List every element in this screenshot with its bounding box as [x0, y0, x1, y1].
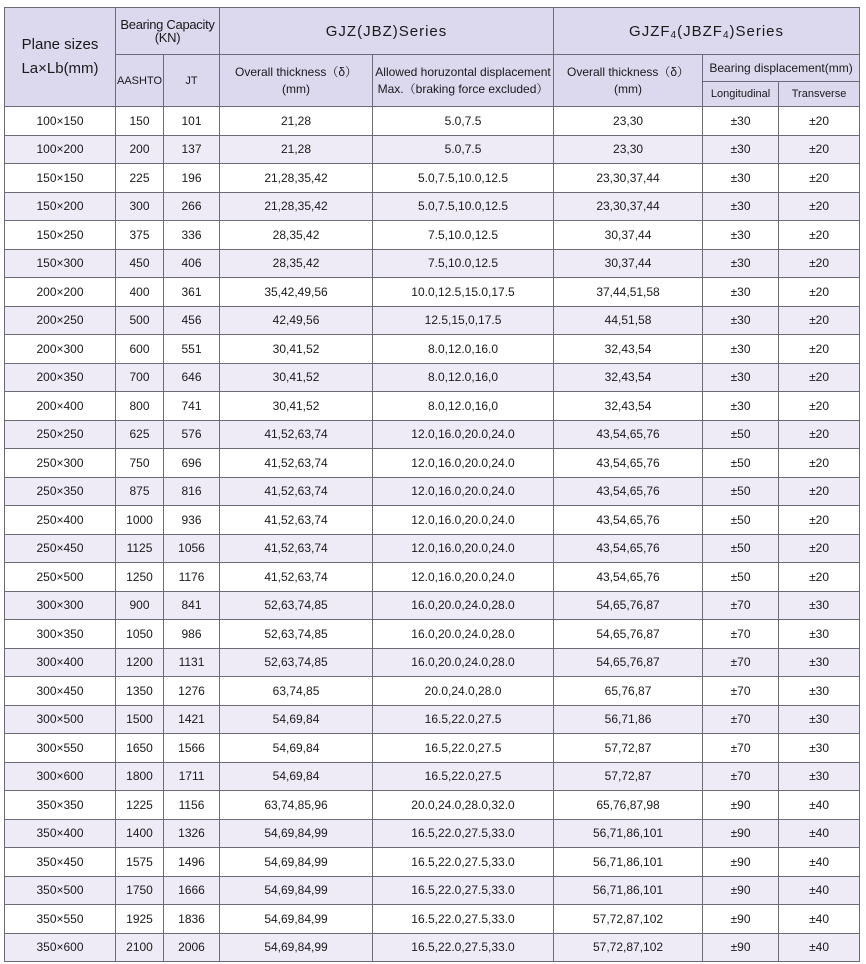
gjz-thickness-cell: 63,74,85 — [220, 677, 373, 706]
aashto-capacity-cell: 1800 — [116, 762, 164, 791]
aashto-capacity-cell: 700 — [116, 363, 164, 392]
gjz-thickness-cell: 54,69,84 — [220, 734, 373, 763]
gjz-thickness-cell: 41,52,63,74 — [220, 506, 373, 535]
jt-capacity-cell: 336 — [164, 221, 220, 250]
jt-capacity-cell: 1496 — [164, 848, 220, 877]
transverse-cell: ±40 — [779, 848, 860, 877]
transverse-cell: ±20 — [779, 135, 860, 164]
plane-size-cell: 300×500 — [5, 705, 116, 734]
gjzf-thickness-cell: 37,44,51,58 — [554, 278, 703, 307]
aashto-header: AASHTO — [116, 55, 164, 107]
gjz-thickness-unit: (mm) — [282, 81, 310, 96]
transverse-cell: ±40 — [779, 905, 860, 934]
longitudinal-cell: ±50 — [703, 420, 779, 449]
plane-size-cell: 200×200 — [5, 278, 116, 307]
gjz-thickness-cell: 41,52,63,74 — [220, 563, 373, 592]
gjz-thickness-cell: 54,69,84,99 — [220, 819, 373, 848]
jt-capacity-cell: 196 — [164, 164, 220, 193]
gjzf-thickness-cell: 32,43,54 — [554, 335, 703, 364]
plane-size-cell: 250×350 — [5, 477, 116, 506]
gjzf-thickness-cell: 56,71,86 — [554, 705, 703, 734]
transverse-cell: ±20 — [779, 249, 860, 278]
longitudinal-cell: ±30 — [703, 306, 779, 335]
gjzf-thickness-cell: 57,72,87,102 — [554, 933, 703, 962]
jt-capacity-cell: 576 — [164, 420, 220, 449]
plane-size-cell: 200×350 — [5, 363, 116, 392]
gjz-thickness-cell: 52,63,74,85 — [220, 591, 373, 620]
aashto-capacity-cell: 1050 — [116, 620, 164, 649]
allowed-displacement-cell: 16.5,22.0,27.5,33.0 — [373, 933, 554, 962]
aashto-capacity-cell: 900 — [116, 591, 164, 620]
transverse-cell: ±20 — [779, 278, 860, 307]
aashto-capacity-cell: 625 — [116, 420, 164, 449]
gjzf-thickness-cell: 23,30 — [554, 107, 703, 136]
plane-sizes-header — [5, 8, 116, 107]
allowed-displacement-cell: 8.0,12.0,16,0 — [373, 392, 554, 421]
longitudinal-cell: ±30 — [703, 221, 779, 250]
table-row — [5, 762, 860, 791]
plane-sizes-unit: La×Lb(mm) — [21, 60, 99, 77]
table-row — [5, 933, 860, 962]
table-row — [5, 648, 860, 677]
aashto-capacity-cell: 450 — [116, 249, 164, 278]
gjzf-thickness-cell: 65,76,87,98 — [554, 791, 703, 820]
longitudinal-cell: ±70 — [703, 591, 779, 620]
plane-size-cell: 200×300 — [5, 335, 116, 364]
transverse-cell: ±20 — [779, 192, 860, 221]
aashto-capacity-cell: 225 — [116, 164, 164, 193]
table-row — [5, 677, 860, 706]
table-row — [5, 477, 860, 506]
longitudinal-cell: ±70 — [703, 762, 779, 791]
jt-capacity-cell: 551 — [164, 335, 220, 364]
allowed-displacement-cell: 20.0,24.0,28.0 — [373, 677, 554, 706]
jt-capacity-cell: 696 — [164, 449, 220, 478]
transverse-cell: ±40 — [779, 876, 860, 905]
jt-capacity-cell: 1156 — [164, 791, 220, 820]
longitudinal-header: Longitudinal — [703, 82, 779, 107]
allowed-displacement-cell: 12.0,16.0,20.0,24.0 — [373, 449, 554, 478]
gjz-thickness-cell: 21,28 — [220, 107, 373, 136]
table-row — [5, 591, 860, 620]
gjzf-thickness-cell: 43,54,65,76 — [554, 534, 703, 563]
jt-capacity-cell: 456 — [164, 306, 220, 335]
gjz-thickness-cell: 30,41,52 — [220, 335, 373, 364]
allowed-displacement-cell: 10.0,12.5,15.0,17.5 — [373, 278, 554, 307]
jt-capacity-cell: 1176 — [164, 563, 220, 592]
gjz-thickness-cell: 41,52,63,74 — [220, 449, 373, 478]
jt-capacity-cell: 646 — [164, 363, 220, 392]
jt-capacity-cell: 101 — [164, 107, 220, 136]
jt-header: JT — [164, 55, 220, 107]
bearing-capacity-unit: (KN) — [154, 30, 181, 45]
gjz-thickness-cell: 30,41,52 — [220, 392, 373, 421]
transverse-cell: ±30 — [779, 591, 860, 620]
jt-capacity-cell: 361 — [164, 278, 220, 307]
table-row — [5, 734, 860, 763]
gjz-thickness-cell: 54,69,84 — [220, 762, 373, 791]
plane-size-cell: 350×600 — [5, 933, 116, 962]
allowed-displacement-cell: 5.0,7.5 — [373, 135, 554, 164]
transverse-cell: ±20 — [779, 534, 860, 563]
longitudinal-cell: ±30 — [703, 107, 779, 136]
table-row — [5, 876, 860, 905]
aashto-capacity-cell: 1500 — [116, 705, 164, 734]
jt-capacity-cell: 266 — [164, 192, 220, 221]
gjzf-thickness-cell: 30,37,44 — [554, 221, 703, 250]
allowed-displacement-cell: 5.0,7.5,10.0,12.5 — [373, 192, 554, 221]
gjzf-thickness-cell: 56,71,86,101 — [554, 848, 703, 877]
jt-capacity-cell: 1566 — [164, 734, 220, 763]
bearing-displacement-header: Bearing displacement(mm) — [703, 55, 860, 82]
gjz-thickness-cell: 52,63,74,85 — [220, 648, 373, 677]
table-row — [5, 107, 860, 136]
longitudinal-cell: ±70 — [703, 677, 779, 706]
allowed-displacement-cell: 16.5,22.0,27.5,33.0 — [373, 848, 554, 877]
gjz-thickness-cell: 54,69,84,99 — [220, 876, 373, 905]
jt-capacity-cell: 1276 — [164, 677, 220, 706]
jt-capacity-cell: 1056 — [164, 534, 220, 563]
allowed-displacement-header — [373, 55, 554, 107]
transverse-cell: ±20 — [779, 335, 860, 364]
gjzf-thickness-cell: 65,76,87 — [554, 677, 703, 706]
longitudinal-cell: ±70 — [703, 705, 779, 734]
plane-size-cell: 150×150 — [5, 164, 116, 193]
plane-size-cell: 150×300 — [5, 249, 116, 278]
jt-capacity-cell: 816 — [164, 477, 220, 506]
gjzf-thickness-cell: 23,30,37,44 — [554, 192, 703, 221]
transverse-cell: ±40 — [779, 819, 860, 848]
allowed-displacement-cell: 7.5,10.0,12.5 — [373, 221, 554, 250]
allowed-displacement-cell: 16.5,22.0,27.5 — [373, 705, 554, 734]
longitudinal-cell: ±50 — [703, 477, 779, 506]
plane-size-cell: 300×350 — [5, 620, 116, 649]
allowed-displacement-cell: 16.5,22.0,27.5,33.0 — [373, 819, 554, 848]
jt-capacity-cell: 986 — [164, 620, 220, 649]
longitudinal-cell: ±90 — [703, 905, 779, 934]
allowed-displacement-cell: 16.0,20.0,24.0,28.0 — [373, 620, 554, 649]
gjz-thickness-cell: 41,52,63,74 — [220, 534, 373, 563]
aashto-capacity-cell: 1000 — [116, 506, 164, 535]
gjz-thickness-cell: 30,41,52 — [220, 363, 373, 392]
allowed-displacement-note: Max.（braking force excluded） — [377, 81, 549, 96]
gjzf-series-header: $GJZF_4(JBZF_4)Series$ — [554, 8, 860, 55]
transverse-header: Transverse — [779, 82, 860, 107]
longitudinal-cell: ±70 — [703, 734, 779, 763]
table-body — [5, 107, 860, 962]
plane-size-cell: 300×300 — [5, 591, 116, 620]
aashto-capacity-cell: 600 — [116, 335, 164, 364]
longitudinal-cell: ±90 — [703, 933, 779, 962]
allowed-displacement-cell: 16.5,22.0,27.5 — [373, 734, 554, 763]
plane-size-cell: 300×400 — [5, 648, 116, 677]
jt-capacity-cell: 137 — [164, 135, 220, 164]
plane-size-cell: 250×500 — [5, 563, 116, 592]
aashto-capacity-cell: 1750 — [116, 876, 164, 905]
gjzf-thickness-cell: 23,30 — [554, 135, 703, 164]
gjzf-thickness-cell: 56,71,86,101 — [554, 876, 703, 905]
transverse-cell: ±40 — [779, 791, 860, 820]
jt-capacity-cell: 1421 — [164, 705, 220, 734]
bearing-capacity-header — [116, 8, 220, 55]
aashto-capacity-cell: 150 — [116, 107, 164, 136]
gjz-thickness-cell: 54,69,84,99 — [220, 848, 373, 877]
plane-size-cell: 100×200 — [5, 135, 116, 164]
aashto-capacity-cell: 1925 — [116, 905, 164, 934]
gjzf-thickness-cell: 54,65,76,87 — [554, 591, 703, 620]
longitudinal-cell: ±30 — [703, 249, 779, 278]
aashto-capacity-cell: 1400 — [116, 819, 164, 848]
gjz-thickness-cell: 54,69,84,99 — [220, 933, 373, 962]
plane-size-cell: 350×450 — [5, 848, 116, 877]
gjz-thickness-cell: 21,28,35,42 — [220, 192, 373, 221]
table-row — [5, 192, 860, 221]
transverse-cell: ±20 — [779, 506, 860, 535]
gjzf-thickness-cell: 54,65,76,87 — [554, 620, 703, 649]
aashto-capacity-cell: 800 — [116, 392, 164, 421]
plane-size-cell: 250×450 — [5, 534, 116, 563]
jt-capacity-cell: 936 — [164, 506, 220, 535]
gjzf-thickness-cell: 32,43,54 — [554, 363, 703, 392]
plane-size-cell: 150×200 — [5, 192, 116, 221]
longitudinal-cell: ±30 — [703, 363, 779, 392]
gjzf-thickness-label: Overall thickness（δ） — [567, 64, 690, 79]
gjzf-thickness-cell: 44,51,58 — [554, 306, 703, 335]
plane-size-cell: 250×400 — [5, 506, 116, 535]
aashto-capacity-cell: 200 — [116, 135, 164, 164]
table-row — [5, 819, 860, 848]
longitudinal-cell: ±70 — [703, 620, 779, 649]
table-row — [5, 620, 860, 649]
allowed-displacement-cell: 16.5,22.0,27.5,33.0 — [373, 905, 554, 934]
gjzf-thickness-cell: 43,54,65,76 — [554, 563, 703, 592]
gjz-thickness-cell: 21,28,35,42 — [220, 164, 373, 193]
plane-size-cell: 300×550 — [5, 734, 116, 763]
gjz-thickness-cell: 54,69,84,99 — [220, 905, 373, 934]
longitudinal-cell: ±50 — [703, 563, 779, 592]
gjzf-thickness-cell: 57,72,87 — [554, 762, 703, 791]
aashto-capacity-cell: 1250 — [116, 563, 164, 592]
allowed-displacement-cell: 12.5,15,0,17.5 — [373, 306, 554, 335]
jt-capacity-cell: 406 — [164, 249, 220, 278]
transverse-cell: ±20 — [779, 563, 860, 592]
transverse-cell: ±30 — [779, 620, 860, 649]
gjzf-thickness-unit: (mm) — [614, 81, 643, 96]
longitudinal-cell: ±50 — [703, 449, 779, 478]
longitudinal-cell: ±30 — [703, 135, 779, 164]
transverse-cell: ±20 — [779, 477, 860, 506]
transverse-cell: ±30 — [779, 648, 860, 677]
aashto-capacity-cell: 1350 — [116, 677, 164, 706]
gjz-thickness-cell: 28,35,42 — [220, 249, 373, 278]
transverse-cell: ±30 — [779, 762, 860, 791]
gjzf-thickness-header — [554, 55, 703, 107]
plane-size-cell: 200×400 — [5, 392, 116, 421]
plane-size-cell: 350×400 — [5, 819, 116, 848]
gjzf-thickness-cell: 57,72,87,102 — [554, 905, 703, 934]
table-row — [5, 791, 860, 820]
transverse-cell: ±20 — [779, 363, 860, 392]
gjz-thickness-cell: 21,28 — [220, 135, 373, 164]
longitudinal-cell: ±50 — [703, 534, 779, 563]
plane-size-cell: 250×250 — [5, 420, 116, 449]
gjz-thickness-cell: 41,52,63,74 — [220, 420, 373, 449]
aashto-capacity-cell: 400 — [116, 278, 164, 307]
table-header — [5, 8, 860, 107]
allowed-displacement-cell: 8.0,12.0,16.0 — [373, 335, 554, 364]
plane-size-cell: 350×550 — [5, 905, 116, 934]
allowed-displacement-cell: 16.0,20.0,24.0,28.0 — [373, 591, 554, 620]
jt-capacity-cell: 1131 — [164, 648, 220, 677]
transverse-cell: ±20 — [779, 221, 860, 250]
aashto-capacity-cell: 1200 — [116, 648, 164, 677]
gjz-thickness-cell: 54,69,84 — [220, 705, 373, 734]
plane-size-cell: 100×150 — [5, 107, 116, 136]
transverse-cell: ±20 — [779, 420, 860, 449]
transverse-cell: ±30 — [779, 705, 860, 734]
table-row — [5, 135, 860, 164]
longitudinal-cell: ±70 — [703, 648, 779, 677]
plane-size-cell: 350×500 — [5, 876, 116, 905]
gjz-thickness-cell: 41,52,63,74 — [220, 477, 373, 506]
table-row — [5, 905, 860, 934]
transverse-cell: ±20 — [779, 107, 860, 136]
table-row — [5, 221, 860, 250]
jt-capacity-cell: 1666 — [164, 876, 220, 905]
transverse-cell: ±20 — [779, 164, 860, 193]
plane-size-cell: 300×450 — [5, 677, 116, 706]
gjz-thickness-label: Overall thickness（δ） — [234, 64, 358, 79]
gjzf-thickness-cell: 30,37,44 — [554, 249, 703, 278]
table-row — [5, 392, 860, 421]
aashto-capacity-cell: 875 — [116, 477, 164, 506]
gjzf-thickness-cell: 43,54,65,76 — [554, 449, 703, 478]
table-row — [5, 363, 860, 392]
aashto-capacity-cell: 300 — [116, 192, 164, 221]
longitudinal-cell: ±90 — [703, 819, 779, 848]
aashto-capacity-cell: 375 — [116, 221, 164, 250]
longitudinal-cell: ±30 — [703, 278, 779, 307]
transverse-cell: ±20 — [779, 392, 860, 421]
longitudinal-cell: ±30 — [703, 392, 779, 421]
plane-size-cell: 250×300 — [5, 449, 116, 478]
transverse-cell: ±30 — [779, 734, 860, 763]
gjzf-thickness-cell: 23,30,37,44 — [554, 164, 703, 193]
bearing-spec-table — [4, 7, 860, 962]
longitudinal-cell: ±30 — [703, 335, 779, 364]
table-row — [5, 449, 860, 478]
gjzf-thickness-cell: 32,43,54 — [554, 392, 703, 421]
allowed-displacement-cell: 20.0,24.0,28.0,32.0 — [373, 791, 554, 820]
aashto-capacity-cell: 1650 — [116, 734, 164, 763]
plane-size-cell: 200×250 — [5, 306, 116, 335]
plane-size-cell: 300×600 — [5, 762, 116, 791]
gjz-thickness-cell: 35,42,49,56 — [220, 278, 373, 307]
table-row — [5, 249, 860, 278]
allowed-displacement-cell: 12.0,16.0,20.0,24.0 — [373, 563, 554, 592]
aashto-capacity-cell: 1125 — [116, 534, 164, 563]
aashto-capacity-cell: 1575 — [116, 848, 164, 877]
table-row — [5, 335, 860, 364]
transverse-cell: ±40 — [779, 933, 860, 962]
aashto-capacity-cell: 2100 — [116, 933, 164, 962]
allowed-displacement-label: Allowed horuzontal displacement — [375, 64, 551, 79]
allowed-displacement-cell: 12.0,16.0,20.0,24.0 — [373, 420, 554, 449]
table-row — [5, 563, 860, 592]
jt-capacity-cell: 741 — [164, 392, 220, 421]
gjzf-thickness-cell: 57,72,87 — [554, 734, 703, 763]
longitudinal-cell: ±90 — [703, 876, 779, 905]
jt-capacity-cell: 1711 — [164, 762, 220, 791]
jt-capacity-cell: 2006 — [164, 933, 220, 962]
jt-capacity-cell: 1836 — [164, 905, 220, 934]
bearing-capacity-label: Bearing Capacity — [120, 17, 215, 32]
allowed-displacement-cell: 16.0,20.0,24.0,28.0 — [373, 648, 554, 677]
gjz-thickness-cell: 63,74,85,96 — [220, 791, 373, 820]
allowed-displacement-cell: 12.0,16.0,20.0,24.0 — [373, 477, 554, 506]
table-row — [5, 420, 860, 449]
table-row — [5, 705, 860, 734]
allowed-displacement-cell: 16.5,22.0,27.5 — [373, 762, 554, 791]
gjzf-thickness-cell: 54,65,76,87 — [554, 648, 703, 677]
aashto-capacity-cell: 750 — [116, 449, 164, 478]
transverse-cell: ±20 — [779, 449, 860, 478]
allowed-displacement-cell: 12.0,16.0,20.0,24.0 — [373, 534, 554, 563]
allowed-displacement-cell: 16.5,22.0,27.5,33.0 — [373, 876, 554, 905]
aashto-capacity-cell: 1225 — [116, 791, 164, 820]
allowed-displacement-cell: 12.0,16.0,20.0,24.0 — [373, 506, 554, 535]
allowed-displacement-cell: 5.0,7.5,10.0,12.5 — [373, 164, 554, 193]
allowed-displacement-cell: 8.0,12.0,16,0 — [373, 363, 554, 392]
longitudinal-cell: ±90 — [703, 848, 779, 877]
allowed-displacement-cell: 5.0,7.5 — [373, 107, 554, 136]
table-row — [5, 534, 860, 563]
longitudinal-cell: ±90 — [703, 791, 779, 820]
transverse-cell: ±30 — [779, 677, 860, 706]
jt-capacity-cell: 841 — [164, 591, 220, 620]
aashto-capacity-cell: 500 — [116, 306, 164, 335]
gjz-thickness-header — [220, 55, 373, 107]
table-row — [5, 848, 860, 877]
gjz-thickness-cell: 42,49,56 — [220, 306, 373, 335]
gjzf-thickness-cell: 43,54,65,76 — [554, 420, 703, 449]
plane-size-cell: 150×250 — [5, 221, 116, 250]
transverse-cell: ±20 — [779, 306, 860, 335]
gjz-thickness-cell: 52,63,74,85 — [220, 620, 373, 649]
longitudinal-cell: ±30 — [703, 164, 779, 193]
table-row — [5, 506, 860, 535]
gjzf-thickness-cell: 56,71,86,101 — [554, 819, 703, 848]
plane-sizes-label: Plane sizes — [21, 36, 99, 53]
gjz-series-header: GJZ(JBZ)Series — [220, 8, 554, 55]
gjzf-thickness-cell: 43,54,65,76 — [554, 477, 703, 506]
table-row — [5, 164, 860, 193]
table-row — [5, 306, 860, 335]
longitudinal-cell: ±30 — [703, 192, 779, 221]
jt-capacity-cell: 1326 — [164, 819, 220, 848]
table-row — [5, 278, 860, 307]
gjzf-thickness-cell: 43,54,65,76 — [554, 506, 703, 535]
allowed-displacement-cell: 7.5,10.0,12.5 — [373, 249, 554, 278]
gjz-thickness-cell: 28,35,42 — [220, 221, 373, 250]
longitudinal-cell: ±50 — [703, 506, 779, 535]
plane-size-cell: 350×350 — [5, 791, 116, 820]
